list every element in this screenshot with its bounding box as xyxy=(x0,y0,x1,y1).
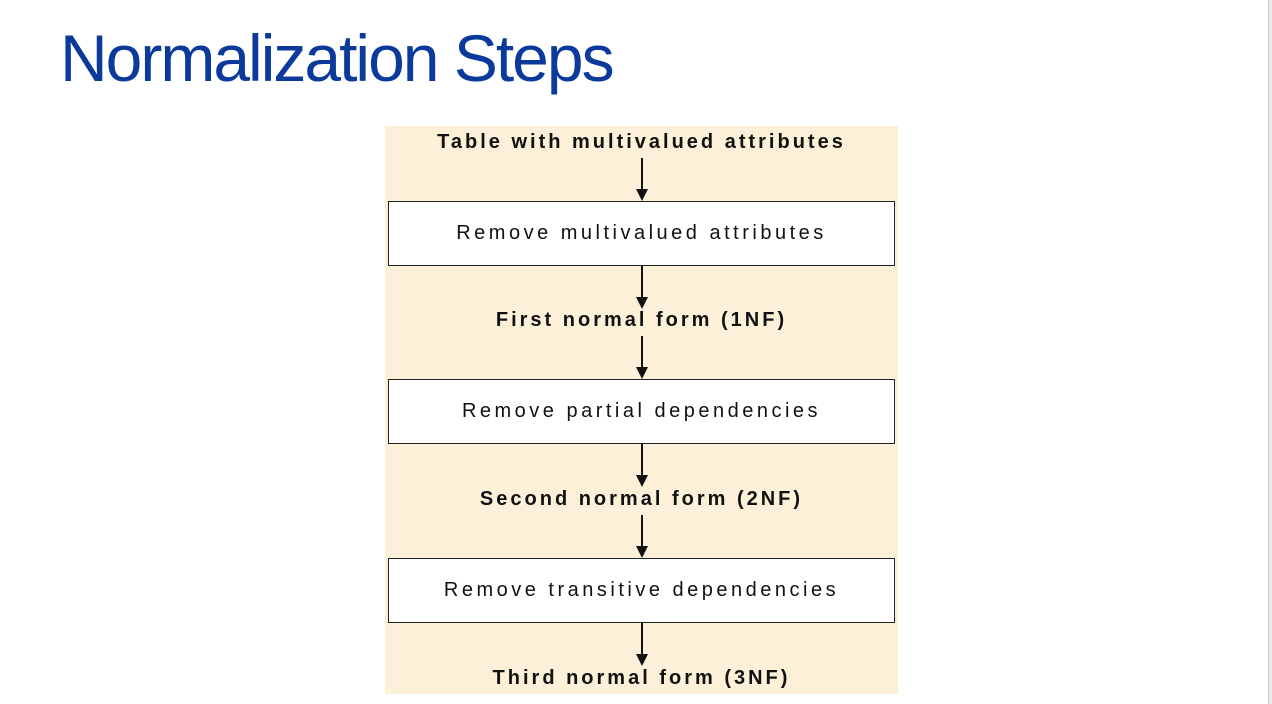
state-unnormalized-table: Table with multivalued attributes xyxy=(437,131,846,153)
step-label: Remove partial dependencies xyxy=(461,400,822,422)
step-label: Remove transitive dependencies xyxy=(443,579,840,601)
flow-arrow-down-icon xyxy=(635,336,649,380)
page-title: Normalization Steps xyxy=(60,21,613,95)
state-second-normal-form: Second normal form (2NF) xyxy=(479,488,804,510)
window-edge xyxy=(1268,0,1272,704)
state-first-normal-form: First normal form (1NF) xyxy=(495,309,788,331)
step-label: Remove multivalued attributes xyxy=(456,222,827,244)
flow-arrow-down-icon xyxy=(635,515,649,559)
step-box-remove-transitive xyxy=(388,558,895,623)
flow-arrow-down-icon xyxy=(635,266,649,310)
flow-arrow-down-icon xyxy=(635,623,649,667)
normalization-flowchart xyxy=(385,126,898,694)
step-box-remove-partial xyxy=(388,379,895,444)
step-box-remove-multivalued xyxy=(388,201,895,266)
state-third-normal-form: Third normal form (3NF) xyxy=(492,667,791,689)
flow-arrow-down-icon xyxy=(635,158,649,202)
flow-arrow-down-icon xyxy=(635,444,649,488)
